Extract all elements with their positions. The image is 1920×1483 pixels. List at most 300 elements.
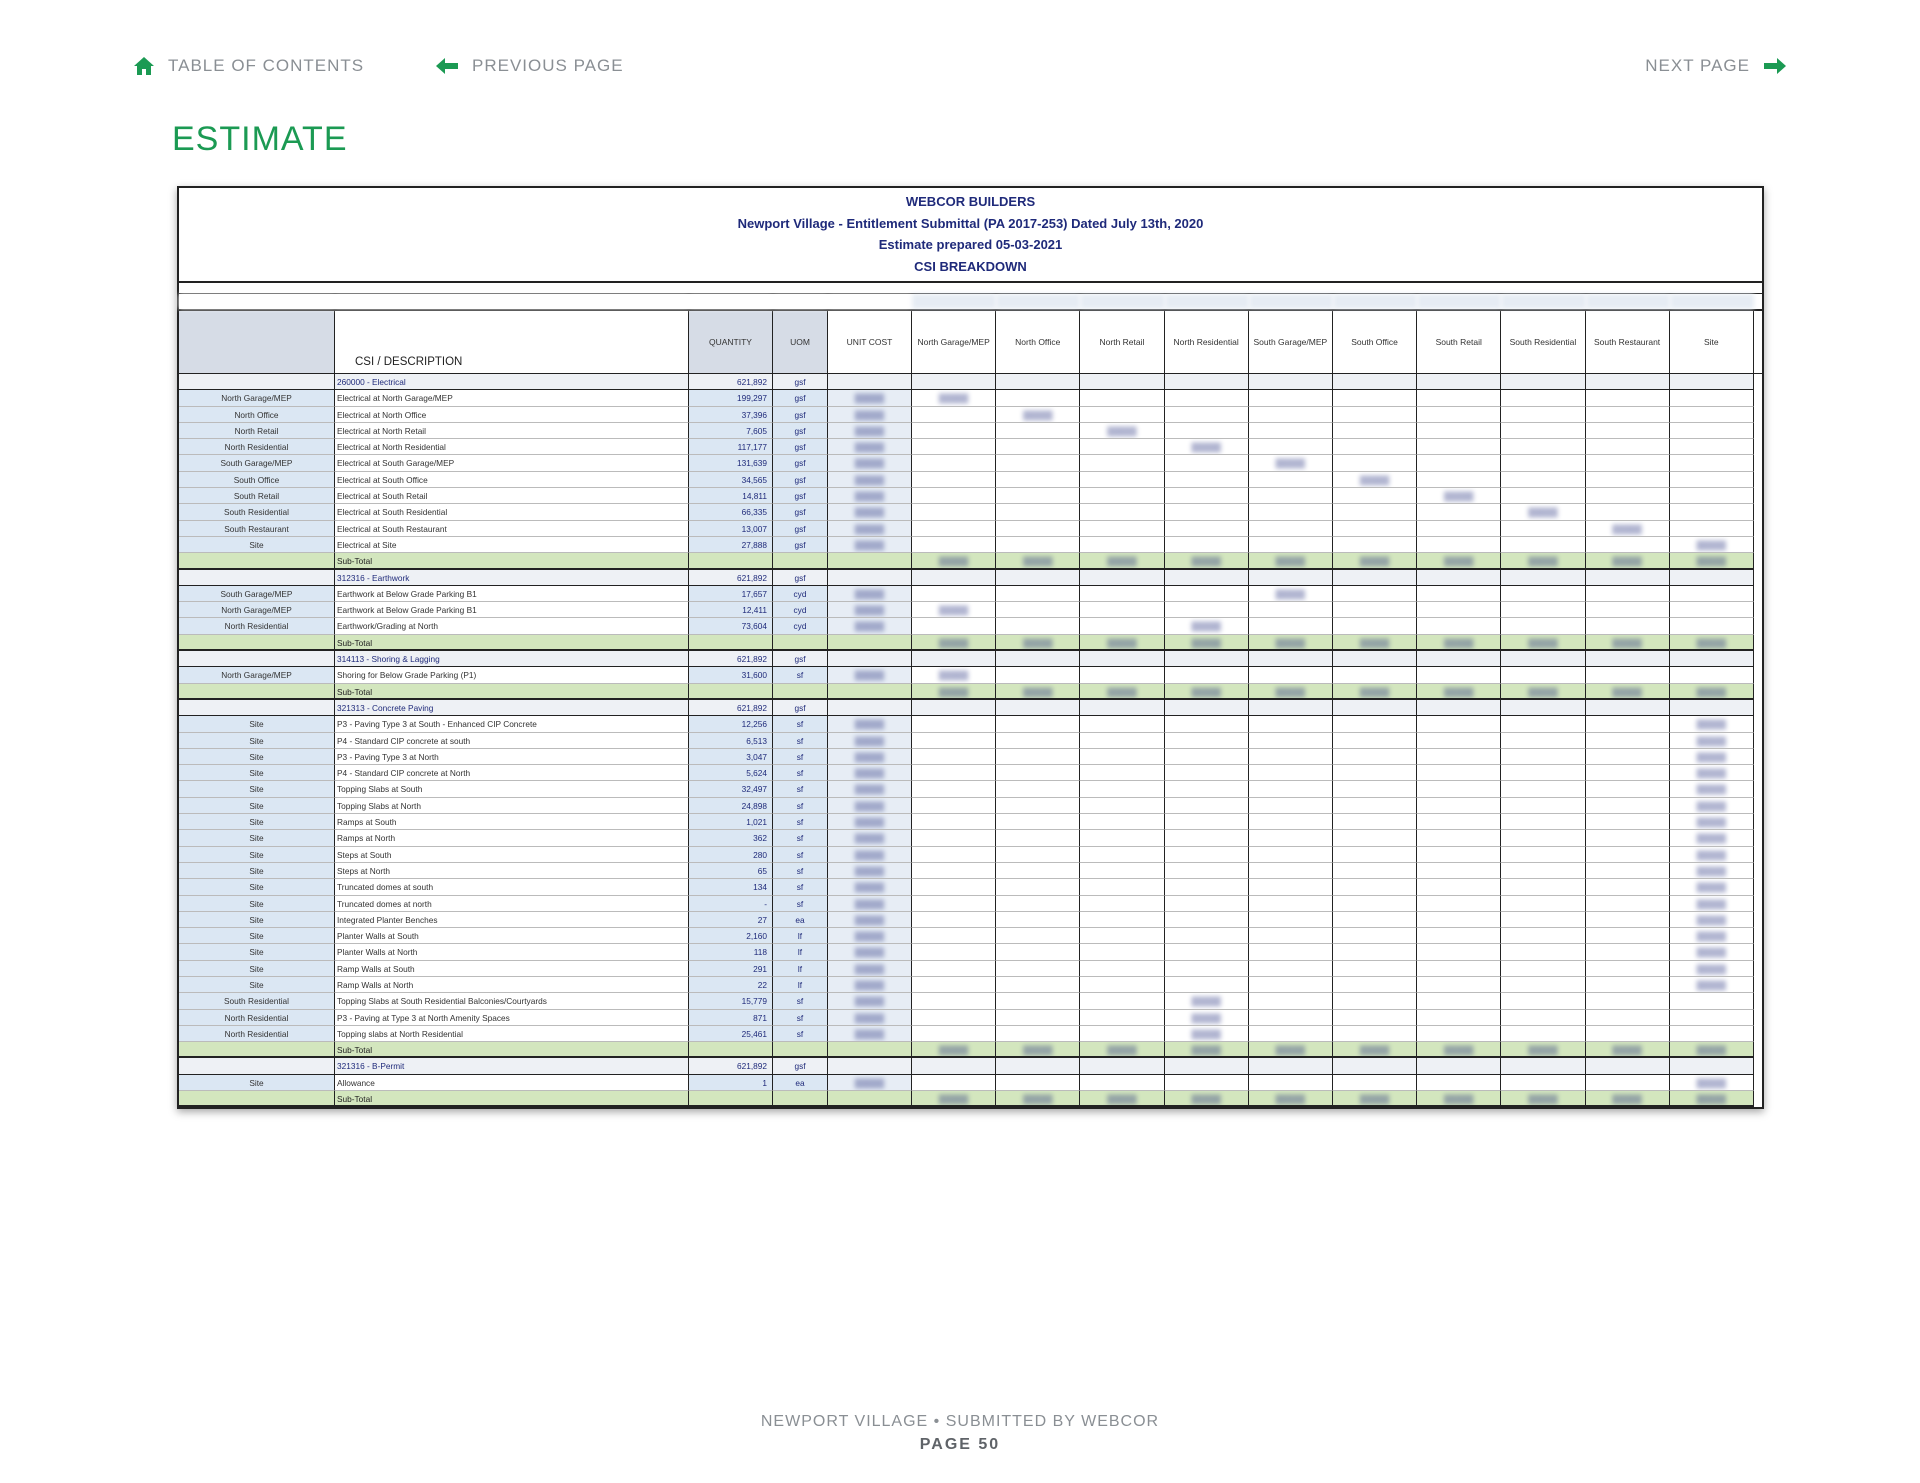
location-value-cell — [1586, 781, 1670, 797]
location-value-cell — [1670, 1010, 1754, 1026]
area-total-value — [1333, 294, 1417, 309]
location-value-cell — [1249, 928, 1333, 944]
location-value-cell — [1333, 488, 1417, 504]
location-value-cell — [1165, 602, 1249, 618]
location-value-cell — [996, 423, 1080, 439]
description-cell: Earthwork at Below Grade Parking B1 — [335, 586, 689, 602]
quantity-cell: 31,600 — [689, 667, 773, 683]
location-value-cell — [912, 847, 996, 863]
location-value-cell — [1586, 553, 1670, 569]
unit-cost-cell — [828, 488, 912, 504]
location-value-cell — [1417, 765, 1501, 781]
location-value-cell — [1501, 455, 1585, 471]
location-value-cell — [996, 700, 1080, 716]
location-value-cell — [1670, 798, 1754, 814]
area-spacer — [335, 294, 689, 309]
arrow-right-icon — [1764, 58, 1786, 74]
obscured-value: █████ — [1696, 947, 1726, 958]
area-cell — [179, 374, 335, 390]
uom-cell: sf — [773, 667, 828, 683]
location-value-cell — [1165, 1026, 1249, 1042]
location-value-cell — [1670, 961, 1754, 977]
next-page-label: NEXT PAGE — [1645, 56, 1750, 75]
location-value-cell — [1333, 455, 1417, 471]
obscured-value: █████ — [1444, 491, 1474, 502]
area-cell: South Garage/MEP — [179, 586, 335, 602]
obscured-value: █████ — [1107, 556, 1137, 567]
location-value-cell — [1333, 635, 1417, 651]
obscured-value: █████ — [1696, 539, 1726, 550]
location-value-cell — [1501, 1010, 1585, 1026]
location-value-cell — [1249, 977, 1333, 993]
location-value-cell — [996, 863, 1080, 879]
unit-cost-cell — [828, 814, 912, 830]
obscured-value: █████ — [854, 947, 885, 958]
location-value-cell — [996, 504, 1080, 520]
location-value-cell — [996, 684, 1080, 700]
quantity-cell: 1 — [689, 1075, 773, 1091]
obscured-value: █████ — [854, 719, 885, 730]
location-value-cell — [1249, 390, 1333, 406]
location-value-cell — [1333, 472, 1417, 488]
location-value-cell — [1501, 553, 1585, 569]
unit-cost-cell — [828, 896, 912, 912]
quantity-cell: 131,639 — [689, 455, 773, 471]
location-value-cell — [1417, 1075, 1501, 1091]
location-value-cell — [1586, 830, 1670, 846]
header-spacer — [179, 283, 1762, 294]
unit-cost-cell — [828, 847, 912, 863]
unit-cost-cell — [828, 993, 912, 1009]
location-value-cell — [1586, 570, 1670, 586]
location-value-cell — [1080, 1091, 1164, 1107]
area-totals-row — [179, 294, 1762, 311]
location-value-cell — [912, 472, 996, 488]
location-value-cell — [1165, 635, 1249, 651]
quantity-cell: 6,513 — [689, 733, 773, 749]
location-value-cell — [1165, 765, 1249, 781]
location-value-cell — [912, 553, 996, 569]
uom-cell: sf — [773, 896, 828, 912]
obscured-value: █████ — [1191, 1012, 1221, 1023]
uom-cell — [773, 1091, 828, 1107]
location-value-cell — [1670, 700, 1754, 716]
area-cell: Site — [179, 765, 335, 781]
location-value-cell — [1080, 1010, 1164, 1026]
location-value-cell — [1417, 504, 1501, 520]
location-value-cell — [1080, 488, 1164, 504]
location-value-cell — [1586, 390, 1670, 406]
location-value-cell — [912, 928, 996, 944]
description-cell: Planter Walls at North — [335, 944, 689, 960]
description-cell: P4 - Standard CIP concrete at south — [335, 733, 689, 749]
unit-cost-column-header: UNIT COST — [828, 311, 912, 373]
uom-cell — [773, 1042, 828, 1058]
quantity-cell: 621,892 — [689, 700, 773, 716]
unit-cost-cell — [828, 1026, 912, 1042]
location-value-cell — [1333, 1042, 1417, 1058]
obscured-value: █████ — [854, 458, 885, 469]
location-value-cell — [1249, 618, 1333, 634]
location-value-cell — [1586, 423, 1670, 439]
location-value-cell — [1417, 928, 1501, 944]
uom-cell: sf — [773, 847, 828, 863]
obscured-value: █████ — [854, 882, 885, 893]
area-cell: North Residential — [179, 1010, 335, 1026]
obscured-value: █████ — [854, 491, 885, 502]
uom-cell: lf — [773, 961, 828, 977]
location-value-cell — [996, 847, 1080, 863]
uom-cell: sf — [773, 749, 828, 765]
quantity-cell: 73,604 — [689, 618, 773, 634]
description-cell: Topping Slabs at North — [335, 798, 689, 814]
quantity-column-header: QUANTITY — [689, 311, 773, 373]
obscured-value: █████ — [1107, 637, 1137, 648]
location-value-cell — [1165, 455, 1249, 471]
location-value-cell — [1249, 602, 1333, 618]
location-value-cell — [912, 586, 996, 602]
area-cell: Site — [179, 912, 335, 928]
unit-cost-cell — [828, 798, 912, 814]
location-value-cell — [1586, 700, 1670, 716]
obscured-value: █████ — [1107, 686, 1137, 697]
obscured-value: █████ — [854, 817, 885, 828]
obscured-value: █████ — [1444, 1094, 1474, 1105]
obscured-value: █████ — [1696, 963, 1726, 974]
location-value-cell — [1333, 537, 1417, 553]
quantity-cell: - — [689, 896, 773, 912]
location-value-cell — [1249, 651, 1333, 667]
quantity-cell: 34,565 — [689, 472, 773, 488]
area-cell: North Retail — [179, 423, 335, 439]
location-value-cell — [1417, 749, 1501, 765]
location-value-cell — [1165, 896, 1249, 912]
location-value-cell — [912, 488, 996, 504]
quantity-cell: 27 — [689, 912, 773, 928]
quantity-cell: 5,624 — [689, 765, 773, 781]
area-spacer — [689, 294, 773, 309]
location-value-cell — [1333, 896, 1417, 912]
estimate-table — [179, 374, 1762, 1107]
area-total-value — [1670, 294, 1754, 309]
location-value-cell — [1165, 961, 1249, 977]
location-value-cell — [1417, 944, 1501, 960]
location-value-cell — [1586, 896, 1670, 912]
location-value-cell — [1080, 537, 1164, 553]
unit-cost-cell — [828, 407, 912, 423]
location-value-cell — [1417, 684, 1501, 700]
location-value-cell — [1333, 814, 1417, 830]
next-page-link[interactable] — [1645, 56, 1786, 76]
location-value-cell — [1165, 830, 1249, 846]
location-value-cell — [1080, 700, 1164, 716]
uom-cell: gsf — [773, 439, 828, 455]
uom-cell: sf — [773, 993, 828, 1009]
location-value-cell — [912, 455, 996, 471]
location-value-cell — [1586, 374, 1670, 390]
area-cell: Site — [179, 814, 335, 830]
obscured-value: █████ — [854, 768, 885, 779]
quantity-cell: 621,892 — [689, 570, 773, 586]
location-value-cell — [1670, 781, 1754, 797]
location-value-cell — [1333, 993, 1417, 1009]
quantity-cell — [689, 635, 773, 651]
location-value-cell — [996, 521, 1080, 537]
obscured-value: █████ — [854, 523, 885, 534]
obscured-value: █████ — [1612, 1045, 1642, 1056]
location-value-cell — [912, 814, 996, 830]
location-value-cell — [1501, 651, 1585, 667]
location-value-cell — [1586, 521, 1670, 537]
location-value-cell — [1080, 928, 1164, 944]
obscured-value: █████ — [854, 1077, 885, 1088]
obscured-value: █████ — [854, 393, 885, 404]
location-value-cell — [1501, 423, 1585, 439]
previous-page-link[interactable] — [436, 56, 624, 76]
footer-project: NEWPORT VILLAGE • SUBMITTED BY WEBCOR — [760, 1413, 1160, 1430]
location-value-cell — [1080, 798, 1164, 814]
obscured-value: █████ — [1275, 458, 1306, 469]
location-column-header: South Retail — [1417, 311, 1501, 373]
location-value-cell — [1670, 537, 1754, 553]
location-value-cell — [1670, 896, 1754, 912]
location-value-cell — [1417, 667, 1501, 683]
area-total-value — [1501, 294, 1585, 309]
location-value-cell — [912, 961, 996, 977]
uom-cell: sf — [773, 781, 828, 797]
location-value-cell — [1417, 618, 1501, 634]
location-value-cell — [1080, 896, 1164, 912]
location-value-cell — [1165, 928, 1249, 944]
location-value-cell — [1417, 602, 1501, 618]
location-value-cell — [1333, 390, 1417, 406]
location-value-cell — [1080, 407, 1164, 423]
location-value-cell — [1080, 830, 1164, 846]
area-cell: North Residential — [179, 439, 335, 455]
obscured-value: █████ — [1612, 556, 1642, 567]
location-value-cell — [1501, 537, 1585, 553]
unit-cost-cell — [828, 521, 912, 537]
location-value-cell — [1333, 765, 1417, 781]
location-value-cell — [912, 635, 996, 651]
obscured-value: █████ — [1696, 931, 1726, 942]
uom-cell: gsf — [773, 504, 828, 520]
location-value-cell — [1670, 667, 1754, 683]
obscured-value: █████ — [854, 996, 885, 1007]
location-value-cell — [912, 944, 996, 960]
location-value-cell — [912, 749, 996, 765]
description-cell: P3 - Paving Type 3 at South - Enhanced CIP Concrete — [335, 716, 689, 732]
location-value-cell — [1249, 830, 1333, 846]
location-value-cell — [1333, 961, 1417, 977]
obscured-value: █████ — [1696, 719, 1726, 730]
location-value-cell — [996, 830, 1080, 846]
uom-cell: gsf — [773, 521, 828, 537]
location-value-cell — [1670, 733, 1754, 749]
location-value-cell — [1417, 1058, 1501, 1074]
obscured-value: █████ — [854, 963, 885, 974]
location-value-cell — [1080, 602, 1164, 618]
uom-cell: gsf — [773, 423, 828, 439]
location-value-cell — [1501, 1026, 1585, 1042]
location-value-cell — [1501, 407, 1585, 423]
unit-cost-cell — [828, 700, 912, 716]
location-value-cell — [1501, 1058, 1585, 1074]
location-value-cell — [1670, 814, 1754, 830]
unit-cost-cell — [828, 912, 912, 928]
location-value-cell — [1670, 912, 1754, 928]
uom-cell: lf — [773, 928, 828, 944]
obscured-value: █████ — [1696, 1077, 1726, 1088]
location-value-cell — [1417, 374, 1501, 390]
location-value-cell — [1249, 472, 1333, 488]
location-value-cell — [996, 1010, 1080, 1026]
location-value-cell — [1417, 896, 1501, 912]
uom-cell: lf — [773, 977, 828, 993]
description-cell: Ramps at South — [335, 814, 689, 830]
location-value-cell — [1417, 537, 1501, 553]
description-cell: Ramps at North — [335, 830, 689, 846]
quantity-cell: 621,892 — [689, 1058, 773, 1074]
obscured-value: █████ — [1191, 1045, 1221, 1056]
column-header-row — [179, 311, 1762, 374]
arrow-left-icon — [436, 58, 458, 74]
quantity-cell: 15,779 — [689, 993, 773, 1009]
area-spacer — [773, 294, 828, 309]
obscured-value: █████ — [1696, 979, 1726, 990]
obscured-value: █████ — [1696, 865, 1726, 876]
location-value-cell — [1080, 961, 1164, 977]
location-column-header: Site — [1670, 311, 1754, 373]
location-value-cell — [1670, 1058, 1754, 1074]
location-value-cell — [1249, 423, 1333, 439]
obscured-value: █████ — [1696, 751, 1726, 762]
uom-cell — [773, 684, 828, 700]
location-value-cell — [996, 439, 1080, 455]
obscured-value: █████ — [1528, 556, 1558, 567]
location-value-cell — [1080, 1042, 1164, 1058]
location-value-cell — [1333, 1091, 1417, 1107]
quantity-cell — [689, 1091, 773, 1107]
location-value-cell — [1249, 407, 1333, 423]
location-value-cell — [912, 1091, 996, 1107]
location-value-cell — [1080, 553, 1164, 569]
location-value-cell — [1080, 667, 1164, 683]
obscured-value: █████ — [1612, 1094, 1642, 1105]
obscured-value: █████ — [854, 670, 885, 681]
quantity-cell: 621,892 — [689, 651, 773, 667]
location-value-cell — [1417, 993, 1501, 1009]
area-cell: North Garage/MEP — [179, 602, 335, 618]
location-value-cell — [1249, 993, 1333, 1009]
location-value-cell — [1586, 1042, 1670, 1058]
area-cell: Site — [179, 863, 335, 879]
obscured-value: █████ — [1444, 1045, 1474, 1056]
obscured-value: █████ — [1359, 556, 1390, 567]
location-value-cell — [912, 374, 996, 390]
uom-cell: gsf — [773, 374, 828, 390]
location-value-cell — [1670, 390, 1754, 406]
location-value-cell — [1501, 733, 1585, 749]
area-cell: South Residential — [179, 993, 335, 1009]
location-value-cell — [1333, 798, 1417, 814]
location-value-cell — [1670, 977, 1754, 993]
location-value-cell — [1080, 1026, 1164, 1042]
location-value-cell — [996, 716, 1080, 732]
location-value-cell — [1586, 504, 1670, 520]
description-cell: Electrical at South Retail — [335, 488, 689, 504]
location-value-cell — [1249, 504, 1333, 520]
obscured-value: █████ — [1275, 637, 1306, 648]
location-value-cell — [1333, 863, 1417, 879]
obscured-value: █████ — [1191, 442, 1221, 453]
quantity-cell: 280 — [689, 847, 773, 863]
location-value-cell — [1670, 1075, 1754, 1091]
uom-cell — [773, 553, 828, 569]
obscured-value: █████ — [854, 865, 885, 876]
location-value-cell — [1670, 635, 1754, 651]
location-value-cell — [1670, 618, 1754, 634]
location-value-cell — [1080, 879, 1164, 895]
location-value-cell — [1165, 879, 1249, 895]
table-of-contents-link[interactable] — [134, 56, 364, 76]
location-value-cell — [996, 651, 1080, 667]
location-value-cell — [1333, 586, 1417, 602]
obscured-value: █████ — [1359, 637, 1390, 648]
location-value-cell — [1249, 961, 1333, 977]
location-value-cell — [1670, 944, 1754, 960]
location-value-cell — [912, 521, 996, 537]
location-value-cell — [1586, 733, 1670, 749]
unit-cost-cell — [828, 977, 912, 993]
obscured-value: █████ — [938, 605, 969, 616]
area-total-value — [996, 294, 1080, 309]
area-cell: South Office — [179, 472, 335, 488]
unit-cost-cell — [828, 390, 912, 406]
obscured-value: █████ — [1696, 914, 1726, 925]
unit-cost-cell — [828, 651, 912, 667]
quantity-cell: 14,811 — [689, 488, 773, 504]
description-cell: Electrical at South Office — [335, 472, 689, 488]
location-value-cell — [1586, 1075, 1670, 1091]
unit-cost-cell — [828, 439, 912, 455]
location-value-cell — [1080, 749, 1164, 765]
location-value-cell — [1080, 586, 1164, 602]
unit-cost-cell — [828, 537, 912, 553]
obscured-value: █████ — [1696, 849, 1726, 860]
location-value-cell — [1586, 798, 1670, 814]
location-value-cell — [1586, 488, 1670, 504]
unit-cost-cell — [828, 618, 912, 634]
obscured-value: █████ — [854, 588, 885, 599]
area-total-value — [1249, 294, 1333, 309]
uom-cell: sf — [773, 830, 828, 846]
description-cell: Steps at South — [335, 847, 689, 863]
location-column-header: South Garage/MEP — [1249, 311, 1333, 373]
location-value-cell — [1080, 814, 1164, 830]
location-value-cell — [1080, 439, 1164, 455]
area-cell: South Retail — [179, 488, 335, 504]
description-cell: P4 - Standard CIP concrete at North — [335, 765, 689, 781]
area-cell: Site — [179, 798, 335, 814]
location-value-cell — [1586, 602, 1670, 618]
description-cell: Electrical at North Residential — [335, 439, 689, 455]
obscured-value: █████ — [854, 621, 885, 632]
location-value-cell — [996, 944, 1080, 960]
location-value-cell — [1249, 749, 1333, 765]
location-value-cell — [1249, 765, 1333, 781]
location-value-cell — [1586, 716, 1670, 732]
